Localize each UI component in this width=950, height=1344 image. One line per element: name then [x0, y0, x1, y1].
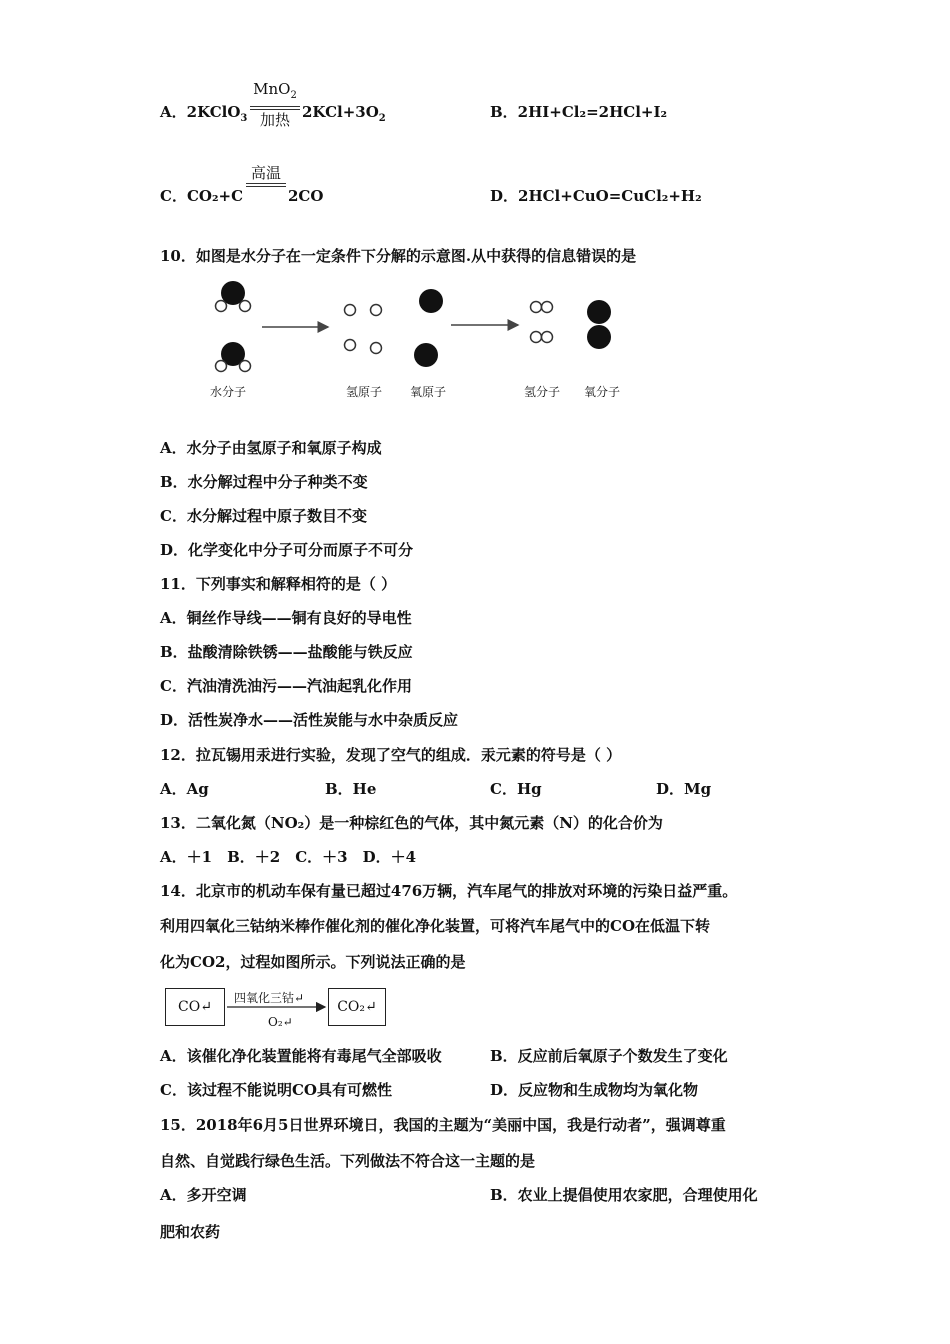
q9-c-product: 2CO [288, 187, 324, 205]
label-hydrogen-atom: 氢原子 [346, 385, 383, 399]
hydrogen-atoms [345, 305, 382, 354]
q14-stem-line-3: 化为CO2，过程如图所示。下列说法正确的是 [160, 953, 466, 971]
q9-option-c: C．CO₂+C [160, 187, 244, 205]
oxygen-label: O₂↵ [268, 1015, 293, 1029]
label-water-molecule: 水分子 [210, 385, 247, 399]
oxygen-molecule [587, 300, 611, 349]
q9-c-condition: 高温 [246, 164, 286, 188]
q11-stem: 11．下列事实和解释相符的是（ ） [160, 575, 397, 593]
q14-option-d: D．反应物和生成物均为氧化物 [490, 1081, 699, 1099]
q15-option-b-continued: 肥和农药 [160, 1223, 221, 1241]
q12-option-b: B．He [325, 780, 377, 798]
q12-option-d: D．Mg [656, 780, 712, 798]
q11-option-c: C．汽油清洗油污——汽油起乳化作用 [160, 677, 412, 695]
label-oxygen-atom: 氧原子 [410, 385, 447, 399]
q14-stem-line-1: 14．北京市的机动车保有量已超过476万辆，汽车尾气的排放对环境的污染日益严重。 [160, 882, 738, 900]
q10-option-d: D．化学变化中分子可分而原子不可分 [160, 541, 414, 559]
hydrogen-molecules [531, 302, 553, 343]
q15-stem-line-2: 自然、自觉践行绿色生活。下列做法不符合这一主题的是 [160, 1152, 536, 1170]
q15-option-a: A．多开空调 [160, 1186, 247, 1204]
oxygen-atoms [414, 289, 443, 367]
catalyst-label: 四氧化三钴↵ [234, 991, 305, 1005]
q11-option-b: B．盐酸清除铁锈——盐酸能与铁反应 [160, 643, 413, 661]
q13-stem: 13．二氧化氮（NO₂）是一种棕红色的气体，其中氮元素（N）的化合价为 [160, 814, 663, 832]
q12-option-c: C．Hg [490, 780, 542, 798]
q14-option-c: C．该过程不能说明CO具有可燃性 [160, 1081, 392, 1099]
product-co2-box: CO₂↵ [328, 988, 386, 1026]
q9-option-a: A．2KClO$_3$ [160, 103, 248, 124]
q15-option-b: B．农业上提倡使用农家肥，合理使用化 [490, 1186, 758, 1204]
q11-option-a: A．铜丝作导线——铜有良好的导电性 [160, 609, 412, 627]
q9-option-d: D．2HCl+CuO=CuCl₂+H₂ [490, 187, 702, 205]
q9-a-condition: MnO$_2$ 加热 [250, 80, 300, 129]
q10-option-a: A．水分子由氢原子和氧原子构成 [160, 439, 382, 457]
label-oxygen-molecule: 氧分子 [584, 385, 621, 399]
water-molecule-top [216, 281, 251, 312]
q13-options: A．＋1 B．＋2 C．＋3 D．＋4 [160, 848, 417, 866]
q10-option-c: C．水分解过程中原子数目不变 [160, 507, 367, 525]
reactant-co-box: CO↵ [165, 988, 225, 1026]
q9-a-product: $2KCl+3O_2$ [302, 103, 386, 124]
q9-option-b: B．2HI+Cl₂=2HCl+I₂ [490, 103, 668, 121]
q12-option-a: A．Ag [160, 780, 209, 798]
q14-stem-line-2: 利用四氧化三钴纳米棒作催化剂的催化净化装置，可将汽车尾气中的CO在低温下转 [160, 917, 711, 935]
q15-stem-line-1: 15．2018年6月5日世界环境日，我国的主题为“美丽中国，我是行动者”，强调尊重 [160, 1116, 726, 1134]
q14-option-a: A．该催化净化装置能将有毒尾气全部吸收 [160, 1047, 442, 1065]
q12-stem: 12．拉瓦锡用汞进行实验，发现了空气的组成．汞元素的符号是（ ） [160, 746, 622, 764]
q10-option-b: B．水分解过程中分子种类不变 [160, 473, 368, 491]
q10-stem: 10．如图是水分子在一定条件下分解的示意图.从中获得的信息错误的是 [160, 247, 637, 265]
water-molecule-bottom [216, 342, 251, 372]
q14-option-b: B．反应前后氧原子个数发生了变化 [490, 1047, 728, 1065]
label-hydrogen-molecule: 氢分子 [524, 385, 561, 399]
q11-option-d: D．活性炭净水——活性炭能与水中杂质反应 [160, 711, 459, 729]
